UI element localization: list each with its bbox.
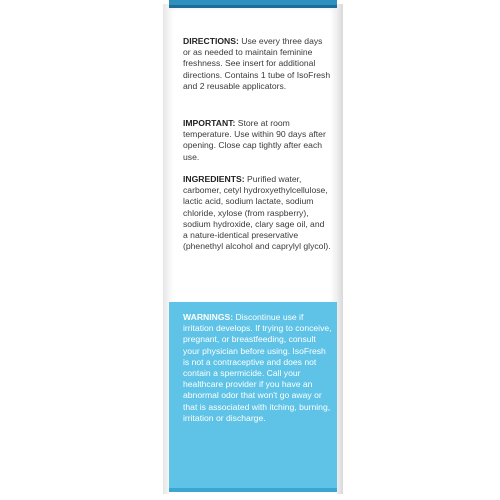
- directions-label: DIRECTIONS:: [183, 36, 239, 46]
- important-label: IMPORTANT:: [183, 118, 236, 128]
- important-text: [183, 118, 331, 163]
- directions-body: Use every three days or as needed to maintain feminine freshness. See insert for additional directions. Contains 1 tube of IsoFresh and 2 reusable applicators.: [183, 36, 331, 91]
- ingredients-body: Purified water, carbomer, cetyl hydroxyethylcellulose, lactic acid, sodium lactate, sodium chloride, xylose (from raspberry), sodium hydroxide, clary sage oil, and a nature-identical preservative (phenethyl alcohol and caprylyl glycol).: [183, 174, 331, 252]
- warnings-text: [183, 312, 333, 424]
- box-bottom-edge: [169, 488, 337, 492]
- box-top-band: [169, 0, 337, 8]
- ingredients-label: INGREDIENTS:: [183, 174, 245, 184]
- warnings-body: Discontinue use if irritation develops. If trying to conceive, pregnant, or breastfeeding, consult your physician before using. IsoFresh is not a contraceptive and does not contain a spermicide. Call your healthcare provider if you have an abnormal odor that won't go away or that is associated with itching, burning, irritation or discharge.: [183, 312, 332, 423]
- ingredients-text: [183, 174, 331, 252]
- important-body: Store at room temperature. Use within 90 days after opening. Close cap tightly after each use.: [183, 118, 326, 162]
- box-side-panel: [169, 8, 337, 490]
- warnings-label: WARNINGS:: [183, 312, 234, 322]
- directions-text: [183, 36, 331, 92]
- box-right-edge: [337, 4, 343, 494]
